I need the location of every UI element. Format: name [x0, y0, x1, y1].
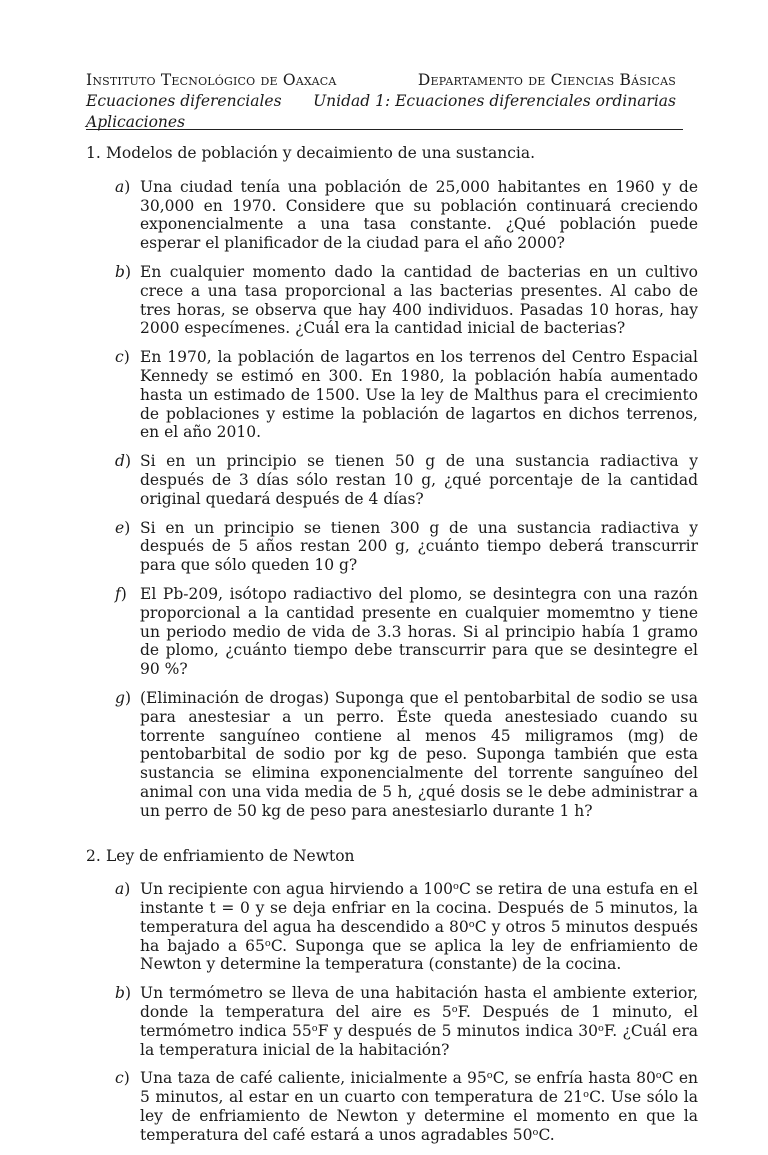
exercise-item	[115, 585, 698, 679]
header-row-1	[86, 70, 676, 91]
section-title-text: Modelos de población y decaimiento de una sustancia.	[106, 144, 536, 162]
section-items	[115, 178, 698, 821]
header-divider	[86, 129, 683, 130]
item-label: a )	[115, 178, 140, 253]
unit-title: Unidad 1: Ecuaciones diferenciales ordinarias	[313, 92, 676, 110]
exercise-item	[115, 880, 698, 974]
item-text: Un recipiente con agua hirviendo a 100ᵒC se retira de una estufa en el instante t = 0 y se deja enfriar en la cocina. Después de 5 minutos, la temperatura del agua ha descendido a 80ᵒC y otros 5 minutos después ha bajado a 65ᵒC. Suponga que se aplica la ley de enfriamiento de Newton y determine la temperatura (constante) de la cocina.	[140, 880, 698, 974]
item-label: d )	[115, 452, 140, 508]
item-label: a )	[115, 880, 140, 974]
item-label: b )	[115, 263, 140, 338]
section-title	[86, 144, 698, 163]
exercise-item	[115, 348, 698, 442]
exercise-item	[115, 178, 698, 253]
section-population	[86, 144, 698, 821]
section-newton-cooling	[86, 847, 698, 1145]
section-number: 1.	[86, 144, 101, 162]
item-label: c )	[115, 348, 140, 442]
header-row-2	[86, 91, 676, 112]
item-text: Un termómetro se lleva de una habitación hasta el ambiente exterior, donde la temperatura del aire es 5ᵒF. Después de 1 minuto, el termómetro indica 55ᵒF y después de 5 minutos indica 30ᵒF. ¿Cuál era la temperatura inicial de la habitación?	[140, 984, 698, 1059]
section-number: 2.	[86, 846, 101, 865]
item-text: El Pb-209, isótopo radiactivo del plomo, se desintegra con una razón proporcional a la cantidad presente en cualquier momemtno y tiene un periodo medio de vida de 3.3 horas. Si al principio había 1 gramo de plomo, ¿cuánto tiempo debe transcurrir para que se desintegre el 90 %?	[140, 584, 698, 679]
exercise-item	[115, 984, 698, 1059]
item-text: En 1970, la población de lagartos en los terrenos del Centro Espacial Kennedy se estimó en 300. En 1980, la población había aumentado hasta un estimado de 1500. Use la ley de Malthus para el crecimiento de poblaciones y estime la población de lagartos en dichos terrenos, en el año 2010.	[140, 348, 698, 442]
exercise-item	[115, 1069, 698, 1144]
item-label: f )	[115, 585, 140, 679]
section-title-text: Ley de enfriamiento de Newton	[106, 846, 355, 865]
item-text: (Eliminación de drogas) Suponga que el pentobarbital de sodio se usa para anestesiar a un perro. Éste queda anestesiado cuando su torrente sanguíneo contiene al menos 45 miligramos (mg) de pentobarbital de sodio por kg de peso. Suponga también que esta sustancia se elimina exponencialmente del torrente sanguíneo del animal con una vida media de 5 h, ¿qué dosis se le debe administrar a un perro de 50 kg de peso para anestesiarlo durante 1 h?	[140, 688, 698, 820]
section-items	[115, 880, 698, 1144]
topic-title: Aplicaciones	[86, 113, 186, 131]
item-text: Si en un principio se tienen 50 g de una sustancia radiactiva y después de 3 días sólo restan 10 g, ¿qué porcentaje de la cantidad original quedará después de 4 días?	[140, 452, 698, 508]
exercise-item	[115, 689, 698, 821]
item-text: Una ciudad tenía una población de 25,000 habitantes en 1960 y de 30,000 en 1970. Considere que su población continuará creciendo exponencialmente a una tasa constante. ¿Qué población puede esperar el planificador de la ciudad para el año 2000?	[140, 177, 698, 253]
item-text: Una taza de café caliente, inicialmente a 95ᵒC, se enfría hasta 80ᵒC en 5 minutos, al estar en un cuarto con temperatura de 21ᵒC. Use sólo la ley de enfriamiento de Newton y determine el momento en que la temperatura del café estará a unos agradables 50ᵒC.	[140, 1069, 698, 1144]
department-name: Departamento de Ciencias Básicas	[417, 71, 676, 89]
item-label: b )	[115, 984, 140, 1059]
exercise-item	[115, 263, 698, 338]
institution-name: Instituto Tecnológico de Oaxaca	[86, 71, 337, 89]
exercise-list	[86, 144, 698, 1155]
item-label: g )	[115, 689, 140, 821]
item-text: Si en un principio se tienen 300 g de una sustancia radiactiva y después de 5 años restan 200 g, ¿cuánto tiempo deberá transcurrir para que sólo queden 10 g?	[140, 518, 698, 575]
item-label: c )	[115, 1069, 140, 1144]
exercise-item	[115, 452, 698, 508]
item-label: e )	[115, 519, 140, 575]
section-title	[86, 847, 698, 866]
exercise-item	[115, 519, 698, 575]
page-header	[86, 70, 676, 133]
course-name: Ecuaciones diferenciales	[86, 92, 282, 110]
item-text: En cualquier momento dado la cantidad de bacterias en un cultivo crece a una tasa proporcional a las bacterias presentes. Al cabo de tres horas, se observa que hay 400 individuos. Pasadas 10 horas, hay 2000 especímenes. ¿Cuál era la cantidad inicial de bacterias?	[140, 262, 698, 338]
